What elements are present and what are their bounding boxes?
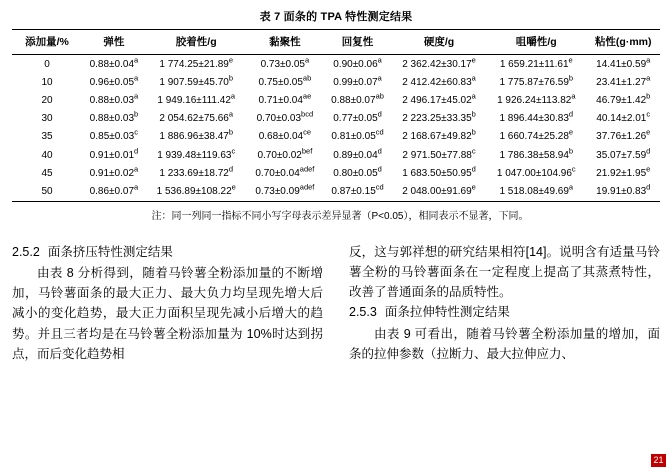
table-cell: 30	[41, 113, 53, 125]
table-header-cell: 硬度/g	[392, 30, 486, 55]
table-cell: 2 362.42±30.17$^e$	[402, 55, 476, 70]
table-cell: 1 683.50±50.95$^d$	[402, 164, 476, 179]
table-header-cell: 黏聚性	[247, 30, 323, 55]
table-cell: 0.88±0.03$^b$	[89, 109, 139, 125]
table-cell: 2 168.67±49.82$^b$	[402, 128, 476, 143]
table-cell: 1 775.87±76.59$^b$	[499, 73, 574, 88]
table-cell: 1 939.48±119.63$^c$	[157, 146, 236, 161]
table-cell: 0.88±0.04$^a$	[89, 55, 139, 70]
table-cell: 2 496.17±45.02$^a$	[402, 91, 476, 106]
table-cell: 40.14±2.01$^c$	[596, 109, 651, 125]
table-cell: 0	[44, 58, 50, 70]
table-cell: $0.73\pm 0.09^{adef}$	[247, 182, 323, 201]
table-cell: 0.89±0.04$^d$	[333, 146, 382, 161]
table-cell: 10	[41, 76, 53, 88]
table-cell: 0.88±0.07$^{ab}$	[331, 91, 384, 106]
document-page	[0, 8, 672, 472]
section-title: 面条挤压特性测定结果	[47, 244, 173, 259]
table-cell: 45	[41, 167, 53, 179]
table-cell: 1 907.59±45.70$^b$	[159, 73, 234, 88]
table-cell: 1 518.08±49.69$^a$	[486, 182, 586, 201]
left-column	[12, 242, 323, 365]
table-cell: 2 223.25±33.35$^b$	[402, 109, 476, 125]
table-row	[12, 55, 660, 74]
table-cell: 1 047.00±104.96$^c$	[496, 164, 576, 179]
table-row	[12, 110, 660, 128]
table-row	[12, 73, 660, 91]
table-row	[12, 164, 660, 182]
table-cell: 35	[41, 131, 53, 143]
table-cell: 1 896.44±30.83$^d$	[499, 109, 574, 125]
table-header-cell: 粘性(g·mm)	[586, 30, 660, 55]
table-cell: 0.88±0.03$^a$	[89, 91, 139, 106]
table-header	[12, 30, 660, 55]
right-column	[349, 242, 660, 365]
table-cell: 2 412.42±60.83$^a$	[402, 73, 476, 88]
table-cell: 0.86±0.07$^a$	[82, 182, 146, 201]
table-header-row	[12, 30, 660, 55]
tpa-results-table	[12, 29, 660, 202]
table-cell: 0.91±0.01$^d$	[89, 146, 139, 161]
table-cell: 0.75±0.05$^{ab}$	[258, 73, 312, 88]
table-cell: 0.91±0.02$^a$	[89, 164, 139, 179]
table-header-cell: 回复性	[323, 30, 392, 55]
page-number: 21	[651, 454, 666, 467]
table-cell: 50	[12, 182, 82, 201]
table-cell: 1 786.38±58.94$^b$	[499, 146, 574, 161]
table-cell: 0.81±0.05$^{cd}$	[331, 128, 384, 143]
table-cell: 2 054.62±75.66$^a$	[159, 109, 234, 125]
table-cell: 0.77±0.05$^d$	[333, 109, 382, 125]
table-header-cell: 添加量/%	[12, 30, 82, 55]
table-cell: 1 774.25±21.89$^e$	[159, 55, 234, 70]
table-cell: 2 971.50±77.88$^c$	[402, 146, 476, 161]
table-cell: 1 659.21±11.61$^e$	[499, 55, 573, 70]
table-cell: 0.80±0.05$^d$	[333, 164, 382, 179]
table-cell: 0.87±0.15$^{cd}$	[323, 182, 392, 201]
table-cell: 37.76±1.26$^e$	[596, 128, 651, 143]
table-cell: 1 536.89±108.22$^e$	[146, 182, 247, 201]
table-row	[12, 146, 660, 164]
table-cell: 40	[41, 149, 53, 161]
table-cell: $0.70\pm 0.04^{adef}$	[255, 164, 315, 179]
section-title: 面条拉伸特性测定结果	[384, 305, 510, 320]
body-columns	[12, 242, 660, 365]
section-paragraph-2-5-2: 由表 8 分析得到，随着马铃薯全粉添加量的不断增加，马铃薯面条的最大正力、最大负力均呈现先增大后减小的变化趋势，最大正力面积呈现先减小后增大的趋势。并且三者均是在马铃薯全粉添加量为 10%时达到拐点，而后变化趋势相	[12, 265, 323, 361]
table-cell: 0.85±0.03$^c$	[89, 128, 138, 143]
table-cell: 0.96±0.05$^a$	[89, 73, 139, 88]
table-cell: 1 949.16±111.42$^a$	[157, 91, 236, 106]
table-header-cell: 咀嚼性/g	[486, 30, 586, 55]
table-cell: 1 886.96±38.47$^b$	[159, 128, 234, 143]
table-cell: 19.91±0.83$^d$	[586, 182, 660, 201]
section-paragraph-continuation: 反，这与郭祥想的研究结果相符[14]。说明含有适量马铃薯全粉的马铃薯面条在一定程度上提高了其蒸煮特性，改善了普通面条的品质特性。	[349, 244, 660, 299]
section-paragraph-2-5-3: 由表 9 可看出，随着马铃薯全粉添加量的增加，面条的拉伸参数（拉断力、最大拉伸应力、	[349, 326, 660, 361]
table-cell: 1 926.24±113.82$^a$	[497, 91, 576, 106]
table-cell: 0.90±0.06$^a$	[333, 55, 382, 70]
table-row	[12, 182, 660, 201]
table-cell: 21.92±1.95$^e$	[596, 164, 651, 179]
table-header-cell: 胶着性/g	[146, 30, 247, 55]
table-cell: 14.41±0.59$^a$	[596, 55, 651, 70]
table-cell: 0.70±0.02$^{bef}$	[257, 146, 313, 161]
table-cell: 1 233.69±18.72$^d$	[159, 164, 234, 179]
table-cell: 0.70±0.03$^{bcd}$	[256, 109, 314, 125]
table-cell: 46.79±1.42$^b$	[596, 91, 651, 106]
section-number: 2.5.2	[12, 244, 40, 259]
table-note: 注：同一列同一指标不同小写字母表示差异显著（P<0.05），相同表示不显著，下同。	[151, 210, 529, 222]
table-cell: 0.73±0.05$^a$	[260, 55, 310, 70]
table-row	[12, 91, 660, 109]
section-number: 2.5.3	[349, 305, 377, 320]
table-row	[12, 128, 660, 146]
table-body	[12, 55, 660, 202]
table-cell: 2 048.00±91.69$^e$	[392, 182, 486, 201]
table-cell: 23.41±1.27$^a$	[596, 73, 651, 88]
table-cell: 0.68±0.04$^{ce}$	[258, 128, 312, 143]
section-heading-2-5-2	[12, 242, 323, 262]
table-cell: 35.07±7.59$^d$	[596, 146, 651, 161]
table-cell: 0.71±0.04$^{ae}$	[258, 91, 312, 106]
table-cell: 0.99±0.07$^a$	[333, 73, 382, 88]
table-header-cell: 弹性	[82, 30, 146, 55]
table-cell: 20	[41, 94, 53, 106]
section-heading-2-5-3	[349, 302, 660, 322]
table-title: 表 7 面条的 TPA 特性测定结果	[259, 11, 413, 23]
table-cell: 1 660.74±25.28$^e$	[499, 128, 574, 143]
